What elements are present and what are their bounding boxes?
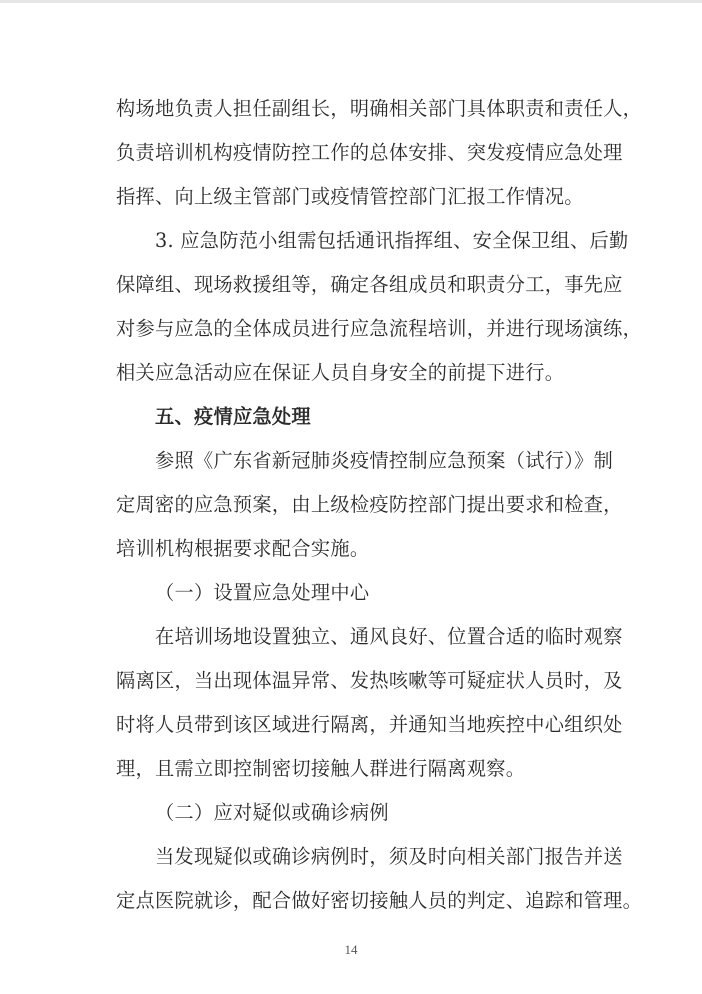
paragraph-line: 培训机构根据要求配合实施。 bbox=[116, 537, 370, 560]
top-border bbox=[0, 0, 702, 3]
subsection-heading: （二）应对疑似或确诊病例 bbox=[155, 801, 389, 824]
paragraph-line: 保障组、现场救援组等，确定各组成员和职责分工，事先应 bbox=[116, 273, 623, 296]
paragraph-line: 理，且需立即控制密切接触人群进行隔离观察。 bbox=[116, 757, 526, 780]
subsection-heading: （一）设置应急处理中心 bbox=[155, 581, 370, 604]
paragraph-line: 构场地负责人担任副组长，明确相关部门具体职责和责任人， bbox=[116, 97, 643, 120]
section-heading: 五、疫情应急处理 bbox=[155, 405, 311, 428]
paragraph-line: 对参与应急的全体成员进行应急流程培训，并进行现场演练， bbox=[116, 317, 643, 340]
paragraph-line: 定点医院就诊，配合做好密切接触人员的判定、追踪和管理。 bbox=[116, 889, 643, 912]
paragraph-line: 3. 应急防范小组需包括通讯指挥组、安全保卫组、后勤 bbox=[155, 229, 629, 252]
paragraph-line: 当发现疑似或确诊病例时，须及时向相关部门报告并送 bbox=[155, 845, 623, 868]
paragraph-line: 在培训场地设置独立、通风良好、位置合适的临时观察 bbox=[155, 625, 623, 648]
paragraph-line: 隔离区，当出现体温异常、发热咳嗽等可疑症状人员时，及 bbox=[116, 669, 623, 692]
paragraph-line: 参照《广东省新冠肺炎疫情控制应急预案（试行）》制 bbox=[155, 449, 614, 472]
paragraph-line: 负责培训机构疫情防控工作的总体安排、突发疫情应急处理 bbox=[116, 141, 623, 164]
paragraph-line: 时将人员带到该区域进行隔离，并通知当地疾控中心组织处 bbox=[116, 713, 623, 736]
paragraph-line: 相关应急活动应在保证人员自身安全的前提下进行。 bbox=[116, 361, 565, 384]
paragraph-line: 定周密的应急预案，由上级检疫防控部门提出要求和检查， bbox=[116, 493, 623, 516]
paragraph-line: 指挥、向上级主管部门或疫情管控部门汇报工作情况。 bbox=[116, 185, 584, 208]
page-number: 14 bbox=[344, 942, 358, 957]
